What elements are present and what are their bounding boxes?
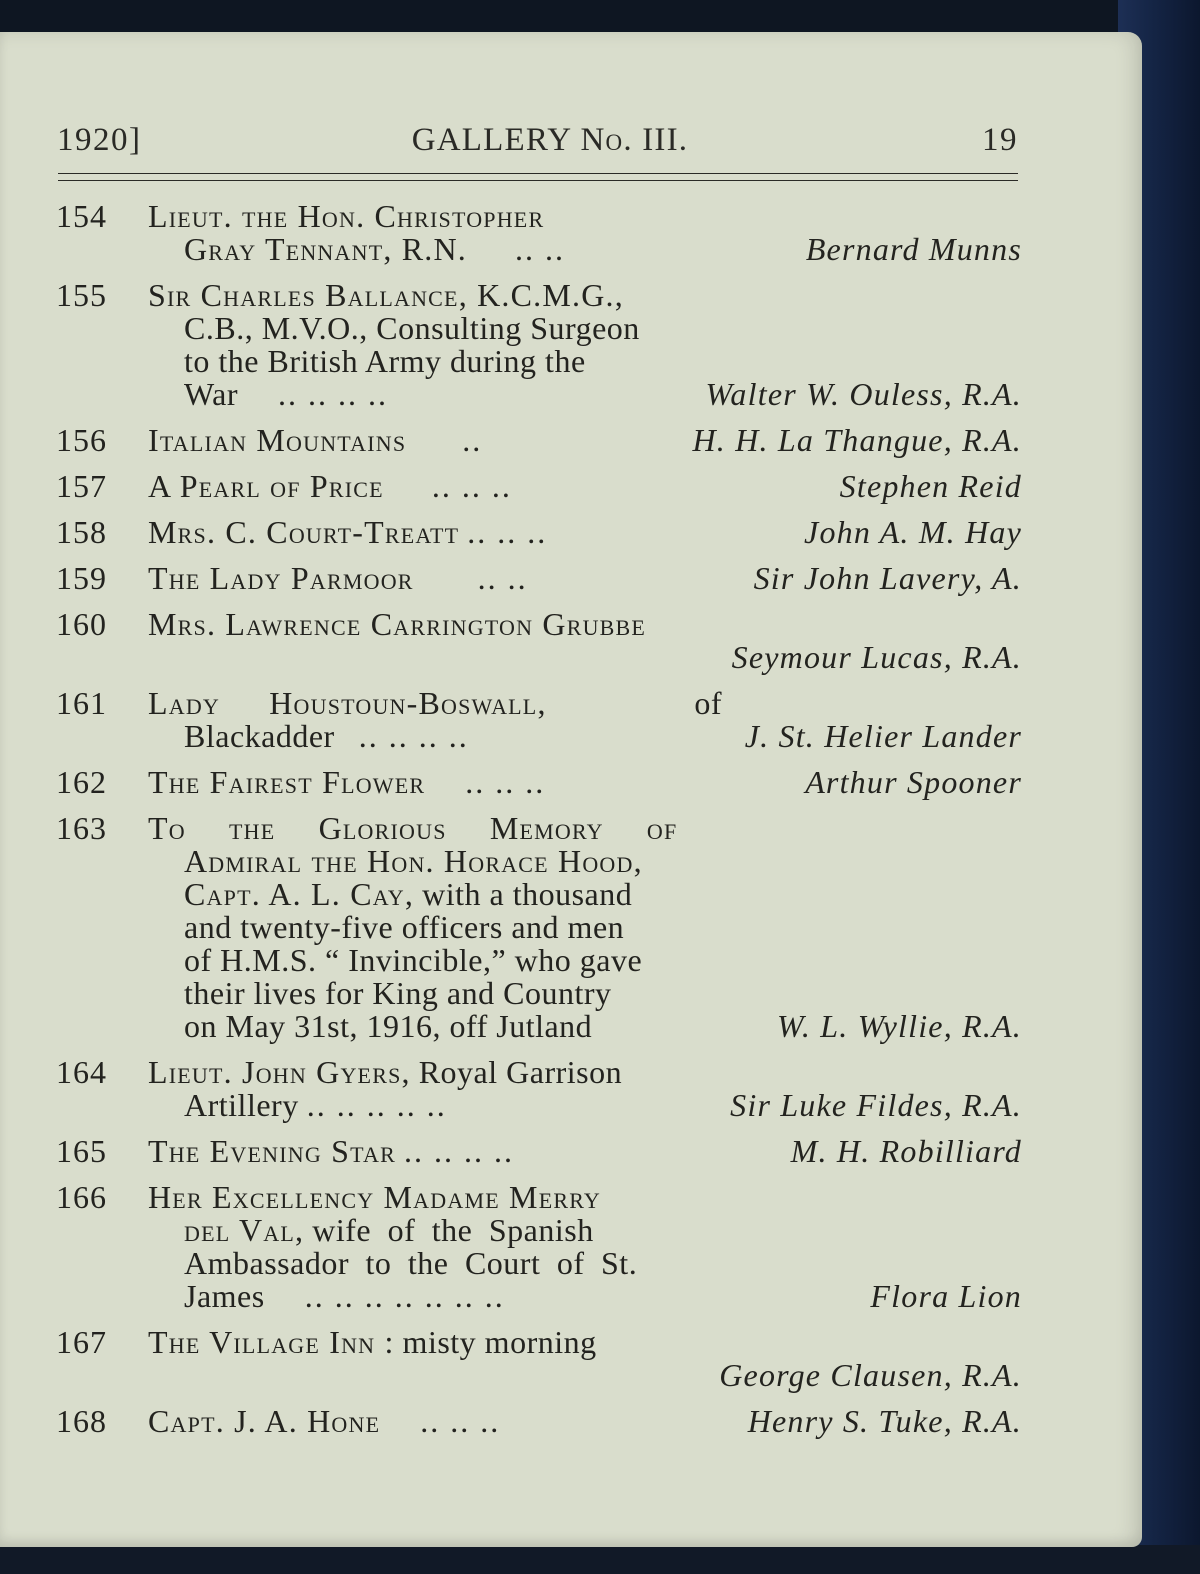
entry-number: 167 xyxy=(56,1324,107,1360)
entry-title-line xyxy=(148,1326,1022,1359)
book-page xyxy=(0,32,1142,1547)
entry-description: and twenty-five officers and men xyxy=(184,909,625,945)
entry-description: Blackadder xyxy=(184,718,335,754)
entry-description: to the British Army during the xyxy=(184,343,586,379)
entry-description: James xyxy=(184,1278,265,1314)
catalogue-entry xyxy=(56,1135,1022,1168)
entry-artist: Seymour Lucas, R.A. xyxy=(731,639,1022,675)
entry-number: 168 xyxy=(56,1403,107,1439)
entry-title: The Evening Star xyxy=(148,1133,396,1169)
entry-title-word: of xyxy=(694,685,722,721)
catalogue-entry xyxy=(56,279,1022,411)
entry-artist: H. H. La Thangue, R.A. xyxy=(692,422,1022,458)
entry-description: Royal Garrison xyxy=(418,1054,623,1090)
catalogue-entry xyxy=(56,424,1022,457)
entry-description: of H.M.S. “ Invincible,” who gave xyxy=(184,942,643,978)
entry-title: Mrs. C. Court-Treatt xyxy=(148,514,460,550)
entry-title: Mrs. Lawrence Carrington Grubbe xyxy=(148,606,647,642)
catalogue-entry xyxy=(56,1405,1022,1438)
entry-line xyxy=(148,1280,1022,1313)
entry-description: C.B., M.V.O., Consulting Surgeon xyxy=(184,310,640,346)
entry-title: Lady Houstoun-Boswall, xyxy=(148,685,547,721)
entry-title: Lieut. John Gyers, xyxy=(148,1054,411,1090)
entry-artist: John A. M. Hay xyxy=(804,514,1022,550)
entry-line xyxy=(148,1089,1022,1122)
entry-number: 160 xyxy=(56,606,107,642)
catalogue-entry xyxy=(56,1326,1022,1392)
page-number: 19 xyxy=(982,122,1018,158)
entry-title-line xyxy=(148,687,722,720)
entry-artist: Bernard Munns xyxy=(805,231,1022,267)
entry-description: wife of the Spanish xyxy=(312,1212,594,1248)
entry-title: Her Excellency Madame Merry xyxy=(148,1179,601,1215)
catalogue-entry xyxy=(56,687,1022,753)
entry-number: 163 xyxy=(56,810,107,846)
entry-artist: George Clausen, R.A. xyxy=(719,1357,1022,1393)
entry-title-text: Lieut. the Hon. Christopher xyxy=(148,198,545,234)
entry-title-line xyxy=(148,1056,1022,1089)
entry-number: 164 xyxy=(56,1054,107,1090)
catalogue-list xyxy=(56,200,1022,1451)
page-title: GALLERY No. III. xyxy=(411,122,689,158)
entry-number: 157 xyxy=(56,468,107,504)
header-rule-top xyxy=(58,173,1018,174)
catalogue-entry xyxy=(56,1181,1022,1313)
catalogue-entry xyxy=(56,200,1022,266)
leader-dots: .. xyxy=(462,422,483,458)
leader-dots: .. .. xyxy=(477,560,528,596)
entry-line xyxy=(148,720,1022,753)
entry-line xyxy=(148,1214,1022,1247)
leader-dots: .. .. .. .. .. xyxy=(306,1087,447,1123)
entry-artist: Flora Lion xyxy=(870,1278,1022,1314)
catalogue-entry xyxy=(56,562,1022,595)
entry-title: The Lady Parmoor xyxy=(148,560,414,596)
entry-title xyxy=(148,200,722,233)
entry-number: 159 xyxy=(56,560,107,596)
entry-description: War xyxy=(184,376,238,412)
entry-line xyxy=(148,233,1022,266)
entry-description: on May 31st, 1916, off Jutland xyxy=(184,1008,593,1044)
catalogue-entry xyxy=(56,470,1022,503)
entry-artist: W. L. Wyllie, R.A. xyxy=(776,1008,1022,1044)
entry-artist: Stephen Reid xyxy=(839,468,1022,504)
entry-number: 161 xyxy=(56,685,107,721)
header-rule-bottom xyxy=(58,180,1018,181)
entry-artist: Arthur Spooner xyxy=(805,764,1022,800)
entry-artist: Sir John Lavery, A. xyxy=(753,560,1022,596)
leader-dots: .. .. .. .. xyxy=(358,718,469,754)
entry-title-cont: Admiral the Hon. Horace Hood, xyxy=(184,843,643,879)
leader-dots: .. .. .. xyxy=(420,1403,501,1439)
entry-title: Capt. J. A. Hone xyxy=(148,1403,381,1439)
leader-dots: .. .. xyxy=(515,231,565,267)
entry-title: The Village Inn : xyxy=(148,1324,395,1360)
entry-artist: Sir Luke Fildes, R.A. xyxy=(730,1087,1022,1123)
entry-number: 155 xyxy=(56,277,107,313)
entry-description: misty morning xyxy=(402,1324,597,1360)
leader-dots: .. .. .. .. .. .. .. xyxy=(304,1278,505,1314)
entry-title: Sir Charles Ballance, K.C.M.G., xyxy=(148,277,624,313)
entry-artist: Henry S. Tuke, R.A. xyxy=(747,1403,1022,1439)
book-cover-bottom xyxy=(0,1545,1200,1574)
entry-number: 165 xyxy=(56,1133,107,1169)
entry-artist: J. St. Helier Lander xyxy=(744,718,1022,754)
catalogue-entry xyxy=(56,516,1022,549)
leader-dots: .. .. .. .. xyxy=(278,376,388,412)
catalogue-entry xyxy=(56,812,1022,1043)
entry-title-cont: del Val, xyxy=(184,1212,305,1248)
leader-dots: .. .. .. xyxy=(431,468,512,504)
entry-line xyxy=(148,1010,1022,1043)
header-year: 1920] xyxy=(57,122,142,158)
entry-number: 162 xyxy=(56,764,107,800)
entry-title-cont: Capt. A. L. Cay, xyxy=(184,876,415,912)
entry-title: To the Glorious Memory of xyxy=(148,810,678,846)
leader-dots: .. .. .. xyxy=(465,764,546,800)
entry-number: 154 xyxy=(56,198,107,234)
entry-title: Italian Mountains xyxy=(148,422,407,458)
entry-artist: Walter W. Ouless, R.A. xyxy=(705,376,1022,412)
entry-number: 158 xyxy=(56,514,107,550)
entry-title-cont: Gray Tennant, R.N. xyxy=(184,231,467,267)
entry-description: Ambassador to the Court of St. xyxy=(184,1245,638,1281)
entry-title: A Pearl of Price xyxy=(148,468,384,504)
entry-number: 166 xyxy=(56,1179,107,1215)
catalogue-entry xyxy=(56,1056,1022,1122)
entry-description: their lives for King and Country xyxy=(184,975,612,1011)
entry-line xyxy=(148,378,1022,411)
entry-number: 156 xyxy=(56,422,107,458)
entry-artist: M. H. Robilliard xyxy=(790,1133,1022,1169)
entry-line xyxy=(148,878,1022,911)
entry-description: with a thousand xyxy=(422,876,633,912)
entry-description: Artillery xyxy=(184,1087,299,1123)
catalogue-entry xyxy=(56,608,1022,674)
leader-dots: .. .. .. xyxy=(467,514,548,550)
catalogue-entry xyxy=(56,766,1022,799)
entry-title: The Fairest Flower xyxy=(148,764,426,800)
leader-dots: .. .. .. .. xyxy=(403,1133,514,1169)
